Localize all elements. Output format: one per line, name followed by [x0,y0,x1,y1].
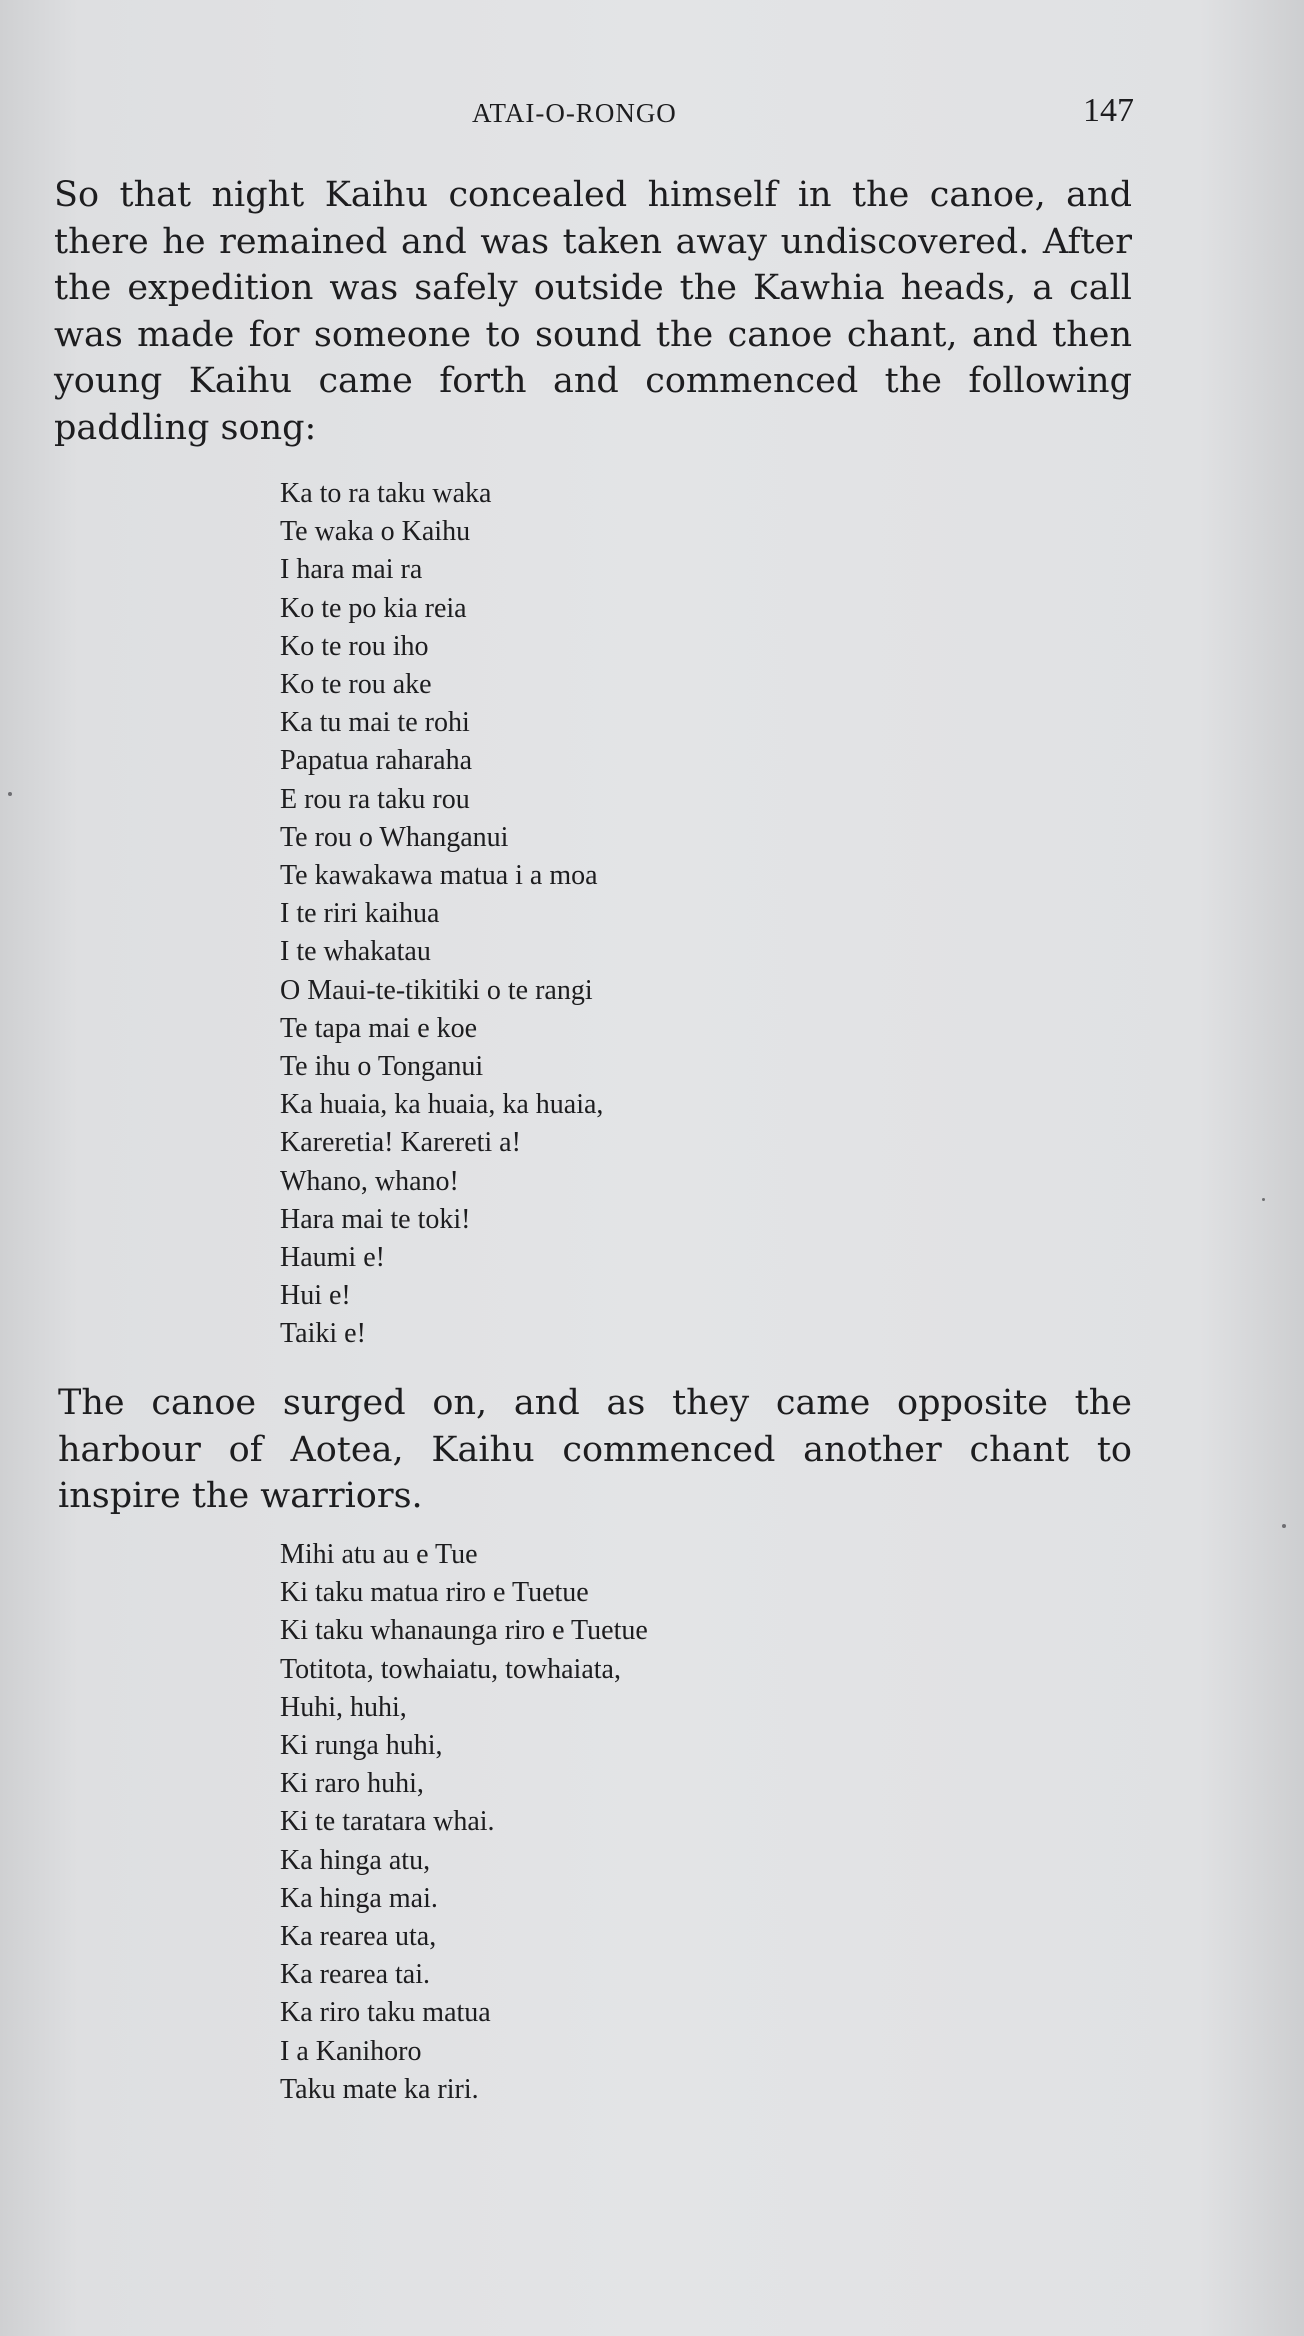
paragraph-line: young Kaihu came forth and commenced the following [54,361,1132,401]
chant-line: Ka to ra taku waka [280,478,492,509]
chant-line: Te rou o Whanganui [280,821,509,853]
running-header [0,92,1304,132]
chant-line: Ko te po kia reia [280,592,467,624]
chant-line: Totitota, towhaiatu, towhaiata, [280,1653,621,1685]
chant-line: Taiki e! [280,1318,366,1350]
chant-line: Te waka o Kaihu [280,516,471,548]
chant-line: Te kawakawa matua i a moa [280,860,598,892]
paragraph-canoe-surged [58,1380,1132,1520]
chant-line: Ka hinga mai. [280,1882,438,1914]
paragraph-line: paddling song: [54,407,317,448]
paragraph-line: there he remained and was taken away undiscovered. After [54,221,1132,262]
chant-line: Te ihu o Tonganui [280,1051,484,1083]
chant-inspire-warriors [280,1536,648,2109]
running-title: ATAI-O-RONGO [472,98,677,128]
chant-line: E rou ra taku rou [280,783,470,815]
chant-line: I hara mai ra [280,554,423,586]
chant-line: I te whakatau [280,936,431,968]
paper-speck [8,792,12,796]
chant-line: Taku mate ka riri. [280,2073,479,2105]
chant-line: Ka hinga atu, [280,1844,431,1876]
chant-line: Hui e! [280,1280,351,1312]
chant-line: I a Kanihoro [280,2035,422,2067]
chant-line: O Maui-te-tikitiki o te rangi [280,974,593,1006]
chant-line: Ka huaia, ka huaia, ka huaia, [280,1089,604,1121]
paragraph-line: the expedition was safely outside the Kawhia heads, a call [54,268,1132,308]
chant-line: Haumi e! [280,1242,385,1274]
chant-line: Ki te taratara whai. [280,1806,495,1838]
page-number: 147 [1083,92,1134,129]
chant-line: Te tapa mai e koe [280,1012,478,1044]
chant-line: Whano, whano! [280,1165,459,1197]
chant-line: Ka rearea tai. [280,1959,430,1991]
chant-line: Ki taku matua riro e Tuetue [280,1577,589,1609]
chant-line: Ki raro huhi, [280,1768,424,1800]
paragraph-line: inspire the warriors. [58,1476,423,1516]
chant-line: Huhi, huhi, [280,1691,407,1723]
chant-paddling-song [280,475,603,1354]
chant-line: Ki runga huhi, [280,1730,443,1762]
chant-line: Ka riro taku matua [280,1997,491,2029]
paper-speck [1262,1198,1265,1201]
chant-line: Ko te rou iho [280,630,429,662]
chant-line: Kareretia! Karereti a! [280,1127,521,1159]
paragraph-kaihu-concealed [54,172,1132,451]
chant-line: Mihi atu au e Tue [280,1539,478,1570]
paragraph-line: was made for someone to sound the canoe chant, and then [54,314,1132,355]
paper-speck [1282,1524,1286,1528]
chant-line: Ko te rou ake [280,669,432,701]
chant-line: Ka rearea uta, [280,1921,437,1953]
paragraph-line: The canoe surged on, and as they came opposite the [58,1383,1132,1423]
paragraph-line: harbour of Aotea, Kaihu commenced another chant to [58,1429,1132,1470]
chant-line: Hara mai te toki! [280,1203,471,1235]
chant-line: Ka tu mai te rohi [280,707,470,739]
paragraph-line: So that night Kaihu concealed himself in the canoe, and [54,175,1132,215]
chant-line: Ki taku whanaunga riro e Tuetue [280,1615,648,1647]
chant-line: Papatua raharaha [280,745,472,777]
chant-line: I te riri kaihua [280,898,440,930]
